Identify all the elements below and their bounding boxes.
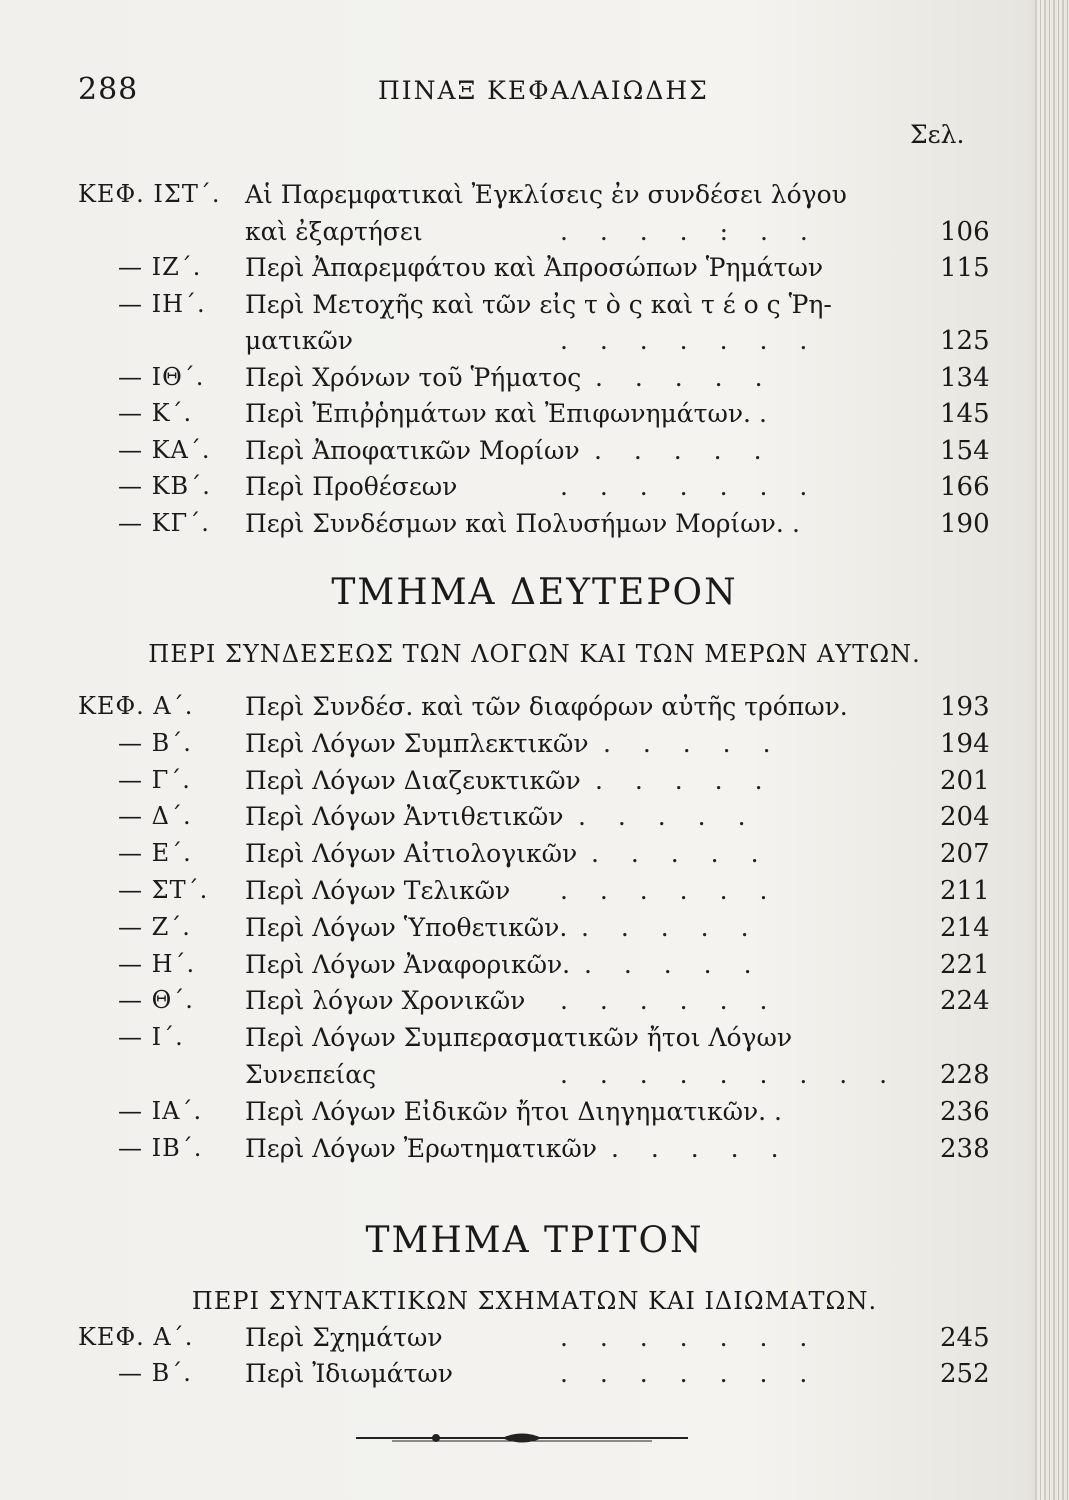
chapter-title: Περὶ Λόγων Αἰτιολογικῶν (245, 839, 578, 869)
page-ref: 154 (940, 435, 990, 466)
page-ref: 245 (940, 1323, 990, 1353)
chapter-title: Περὶ Προθέσεων (245, 472, 458, 501)
section-heading-third: ΤΜΗΜΑ ΤΡΙΤΟΝ (365, 1220, 704, 1261)
page-ref: 134 (940, 362, 990, 393)
chapter-number: — ΙΘ΄. (118, 362, 205, 391)
page-header (78, 72, 958, 112)
chapter-title: Περὶ Ἀπαρεμφάτου καὶ Ἀπροσώπων Ῥημάτων (245, 253, 824, 282)
page-ref: 125 (940, 326, 990, 356)
page-ref: 106 (940, 216, 990, 247)
page-ref: 238 (940, 1133, 990, 1164)
chapter-title: Περὶ Ἰδιωμάτων (245, 1359, 454, 1388)
leader-dots: . . . . . . . (560, 1359, 820, 1388)
toc-row (0, 217, 1069, 253)
leader-dots: . . . . . . (560, 986, 780, 1016)
chapter-number: ΚΕΦ. ΙΣΤ΄. (78, 180, 221, 208)
leader-dots: . . . . . . . . . (560, 1060, 900, 1089)
chapter-number: — ΙΗ΄. (118, 289, 206, 318)
page-ref: 193 (940, 692, 990, 722)
page-number: 288 (78, 72, 139, 107)
section-subheading-third: ΠΕΡΙ ΣΥΝΤΑΚΤΙΚΩΝ ΣΧΗΜΑΤΩΝ ΚΑΙ ΙΔΙΩΜΑΤΩΝ. (191, 1287, 878, 1315)
chapter-title: Περὶ Λόγων Διαζευκτικῶν (245, 765, 581, 795)
toc-row (0, 986, 1069, 1022)
chapter-number: — Γ΄. (118, 765, 191, 794)
section-heading-second: ΤΜΗΜΑ ΔΕΥΤΕΡΟΝ (331, 572, 738, 613)
chapter-number: ΚΕΦ. Α΄. (78, 692, 194, 720)
chapter-number: — ΣΤ΄. (118, 876, 209, 904)
chapter-title: Περὶ Λόγων Συμπλεκτικῶν (245, 728, 589, 758)
chapter-number: — Ζ΄. (118, 912, 191, 941)
running-title: ΠΙΝΑΞ ΚΕΦΑΛΑΙΩΔΗΣ (378, 76, 709, 105)
leader-dots: . . . . . (584, 949, 764, 979)
leader-dots: . . . . . (581, 912, 761, 942)
toc-row (0, 253, 1069, 289)
page-ref: 211 (940, 876, 990, 906)
chapter-title: Περὶ Ἀποφατικῶν Μορίων (245, 435, 580, 465)
chapter-title: ματικῶν (245, 326, 353, 355)
chapter-title: Περὶ Λόγων Τελικῶν (245, 876, 511, 905)
leader-dots: . . . . . (595, 362, 775, 392)
page-ref: 224 (940, 986, 990, 1017)
toc-row (0, 1060, 1069, 1096)
toc-row (0, 363, 1069, 399)
chapter-number: — ΙΖ΄. (118, 253, 202, 281)
chapter-number: — Β΄. (118, 728, 192, 757)
page-ref: 236 (940, 1096, 990, 1127)
chapter-number: — ΚΒ΄. (118, 472, 211, 500)
leader-dots: . . . . . (591, 839, 771, 869)
chapter-number: — ΙΒ΄. (118, 1133, 203, 1162)
chapter-title: Περὶ Συνδέσ. καὶ τῶν διαφόρων αὐτῆς τρόπων. (245, 692, 848, 721)
chapter-title: Περὶ Λόγων Ὑποθετικῶν. (245, 912, 568, 942)
page-ref: 228 (940, 1060, 990, 1090)
chapter-title: καὶ ἐξαρτήσει (245, 216, 423, 246)
leader-dots: . . . . . (595, 765, 775, 795)
chapter-title: Συνεπείας (245, 1060, 377, 1089)
chapter-title: Αἱ Παρεμφατικαὶ Ἐγκλίσεις ἐν συνδέσει λόγου (245, 180, 847, 209)
leader-dots: . . . . . (594, 435, 774, 465)
page-ref: 214 (940, 912, 990, 943)
toc-row (0, 913, 1069, 949)
toc-row (0, 766, 1069, 802)
chapter-number: — Ι΄. (118, 1023, 184, 1052)
leader-dots: . . . . . . . (560, 1323, 820, 1352)
toc-row (0, 802, 1069, 838)
chapter-title: Περὶ Συνδέσμων καὶ Πολυσήμων Μορίων. (245, 508, 784, 538)
chapter-title: Περὶ Μετοχῆς καὶ τῶν εἰς τ ὸ ς καὶ τ έ ο ς Ῥη- (245, 289, 832, 319)
toc-row (0, 180, 1069, 216)
page-ref: 221 (940, 949, 990, 980)
leader-dots: . . . . . (603, 728, 783, 758)
end-ornament (352, 1428, 692, 1448)
page-ref: 115 (940, 253, 990, 283)
toc-row (0, 950, 1069, 986)
chapter-number: — Ε΄. (118, 839, 192, 868)
chapter-number: — ΚΑ΄. (118, 435, 211, 464)
toc-row (0, 399, 1069, 435)
page-ref: 166 (940, 472, 990, 502)
toc-row (0, 472, 1069, 508)
toc-row (0, 1359, 1069, 1395)
leader-dots: . . . . . . . (560, 326, 820, 355)
chapter-title: Περὶ Ἐπιῤῥημάτων καὶ Ἐπιφωνημάτων. (245, 399, 751, 428)
leader-dots: . . . . : . . (560, 216, 820, 246)
chapter-title: Περὶ Λόγων Εἰδικῶν ἤτοι Διηγηματικῶν. (245, 1096, 767, 1126)
page-ref: 207 (940, 839, 990, 870)
toc-row (0, 1323, 1069, 1359)
chapter-title: Περὶ Σχημάτων (245, 1323, 443, 1352)
chapter-number: ΚΕΦ. Α΄. (78, 1323, 194, 1351)
leader-dots: . (774, 1096, 794, 1126)
chapter-number: — Θ΄. (118, 986, 194, 1015)
leader-dots: . . . . . . . (560, 472, 820, 501)
toc-row (0, 509, 1069, 545)
chapter-title: Περὶ Χρόνων τοῦ Ῥήματος (245, 362, 582, 392)
toc-row (0, 1097, 1069, 1133)
toc-row (0, 290, 1069, 326)
toc-row (0, 692, 1069, 728)
chapter-number: — Η΄. (118, 949, 196, 978)
page-ref: 190 (940, 508, 990, 539)
chapter-title: Περὶ λόγων Χρονικῶν (245, 986, 526, 1016)
page-ref: 252 (940, 1359, 990, 1389)
page-column-label: Σελ. (910, 120, 965, 149)
page-ref: 204 (940, 802, 990, 833)
toc-row (0, 1134, 1069, 1170)
chapter-number: — Κ΄. (118, 399, 193, 427)
chapter-number: — Δ΄. (118, 802, 192, 831)
page-ref: 194 (940, 728, 990, 759)
leader-dots: . (759, 399, 779, 428)
leader-dots: . (792, 508, 812, 538)
toc-row (0, 839, 1069, 875)
chapter-title: Περὶ Λόγων Ἀναφορικῶν. (245, 949, 571, 979)
chapter-title: Περὶ Λόγων Συμπερασματικῶν ἤτοι Λόγων (245, 1023, 793, 1053)
chapter-number: — ΙΑ΄. (118, 1096, 203, 1125)
leader-dots: . . . . . . (560, 876, 780, 905)
chapter-title: Περὶ Λόγων Ἀντιθετικῶν (245, 802, 564, 832)
leader-dots: . . . . . (578, 802, 758, 832)
toc-row (0, 876, 1069, 912)
chapter-title: Περὶ Λόγων Ἐρωτηματικῶν (245, 1133, 597, 1163)
chapter-number: — Β΄. (118, 1359, 192, 1387)
toc-row (0, 729, 1069, 765)
section-subheading-second: ΠΕΡΙ ΣΥΝΔΕΣΕΩΣ ΤΩΝ ΛΟΓΩΝ ΚΑΙ ΤΩΝ ΜΕΡΩΝ ΑΥΤΩΝ. (148, 640, 921, 668)
page-ref: 201 (940, 765, 990, 796)
toc-row (0, 436, 1069, 472)
toc-row (0, 326, 1069, 362)
chapter-number: — ΚΓ΄. (118, 508, 210, 537)
page-ref: 145 (940, 399, 990, 429)
toc-row (0, 1023, 1069, 1059)
leader-dots: . . . . . (611, 1133, 791, 1163)
